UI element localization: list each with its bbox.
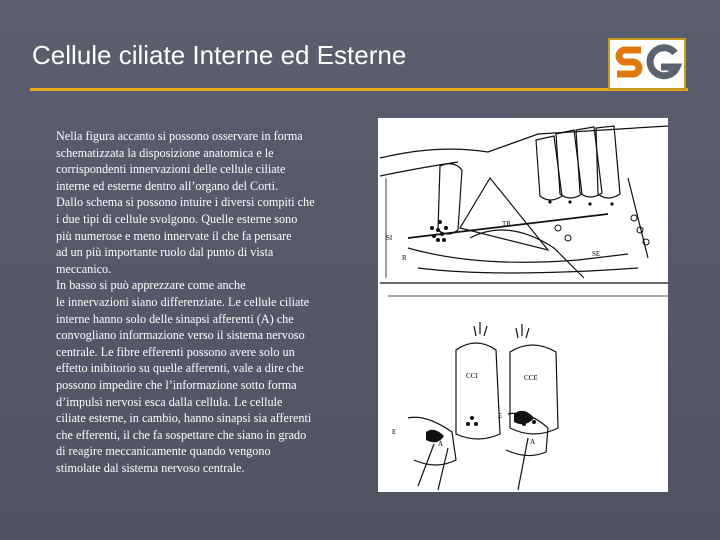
sg-logo-mark bbox=[611, 41, 683, 87]
label-e-right: E bbox=[498, 412, 503, 420]
description-line: Nella figura accanto si possono osservare in forma bbox=[56, 129, 303, 143]
label-a-left: A bbox=[438, 440, 444, 448]
slide-title: Cellule ciliate Interne ed Esterne bbox=[32, 40, 407, 70]
description-text bbox=[56, 128, 356, 476]
sg-logo bbox=[608, 38, 686, 90]
description-line: effetto inibitorio su quelle afferenti, vale a dire che bbox=[56, 361, 304, 376]
label-tr: TR bbox=[502, 220, 511, 228]
description-line: meccanico. bbox=[56, 261, 112, 276]
logo-text: SG bbox=[611, 41, 613, 42]
label-si: SI bbox=[386, 234, 393, 242]
description-line: ad un più importante ruolo dal punto di vista bbox=[56, 245, 274, 260]
title-divider bbox=[30, 88, 688, 91]
description-line: ciliate esterne, in cambio, hanno sinapsi sia afferenti bbox=[56, 411, 312, 426]
description-line: possono impedire che l’informazione sotto forma bbox=[56, 377, 297, 392]
description-line: stimolate dal sistema nervoso centrale. bbox=[56, 460, 245, 475]
description-line: convogliano informazione verso il sistema nervoso bbox=[56, 328, 305, 343]
label-r: R bbox=[402, 254, 407, 262]
description-line: di reagire meccanicamente quando vengono bbox=[56, 444, 271, 459]
label-e-left: E bbox=[392, 428, 397, 436]
label-a-right: A bbox=[530, 438, 536, 446]
description-line: i due tipi di cellule svolgono. Quelle esterne sono bbox=[56, 211, 298, 226]
label-se: SE bbox=[592, 250, 601, 258]
label-cci: CCI bbox=[466, 372, 478, 380]
description-line: corrispondenti innervazioni delle cellule ciliate bbox=[56, 162, 286, 177]
description-line: centrale. Le fibre efferenti possono avere solo un bbox=[56, 344, 295, 359]
description-line: più numerose e meno innervate il che fa pensare bbox=[56, 228, 292, 243]
organ-of-corti-diagram bbox=[378, 118, 668, 492]
description-line: interne ed esterne dentro all’organo del Corti. bbox=[56, 178, 279, 193]
description-line: schematizzata la disposizione anatomica e le bbox=[56, 145, 274, 160]
description-line: In basso si può apprezzare come anche bbox=[56, 278, 246, 293]
description-line: interne hanno solo delle sinapsi afferenti (A) che bbox=[56, 311, 294, 326]
description-line: le innervazioni siano differenziate. Le cellule ciliate bbox=[56, 294, 310, 309]
description-line: che efferenti, il che fa sospettare che siano in grado bbox=[56, 427, 307, 442]
description-line: d’impulsi nervosi esca dalla cellula. Le cellule bbox=[56, 394, 283, 409]
description-line: Dallo schema si possono intuire i diversi compiti che bbox=[56, 195, 315, 210]
organ-of-corti-figure bbox=[378, 118, 668, 492]
label-cce: CCE bbox=[524, 374, 538, 382]
